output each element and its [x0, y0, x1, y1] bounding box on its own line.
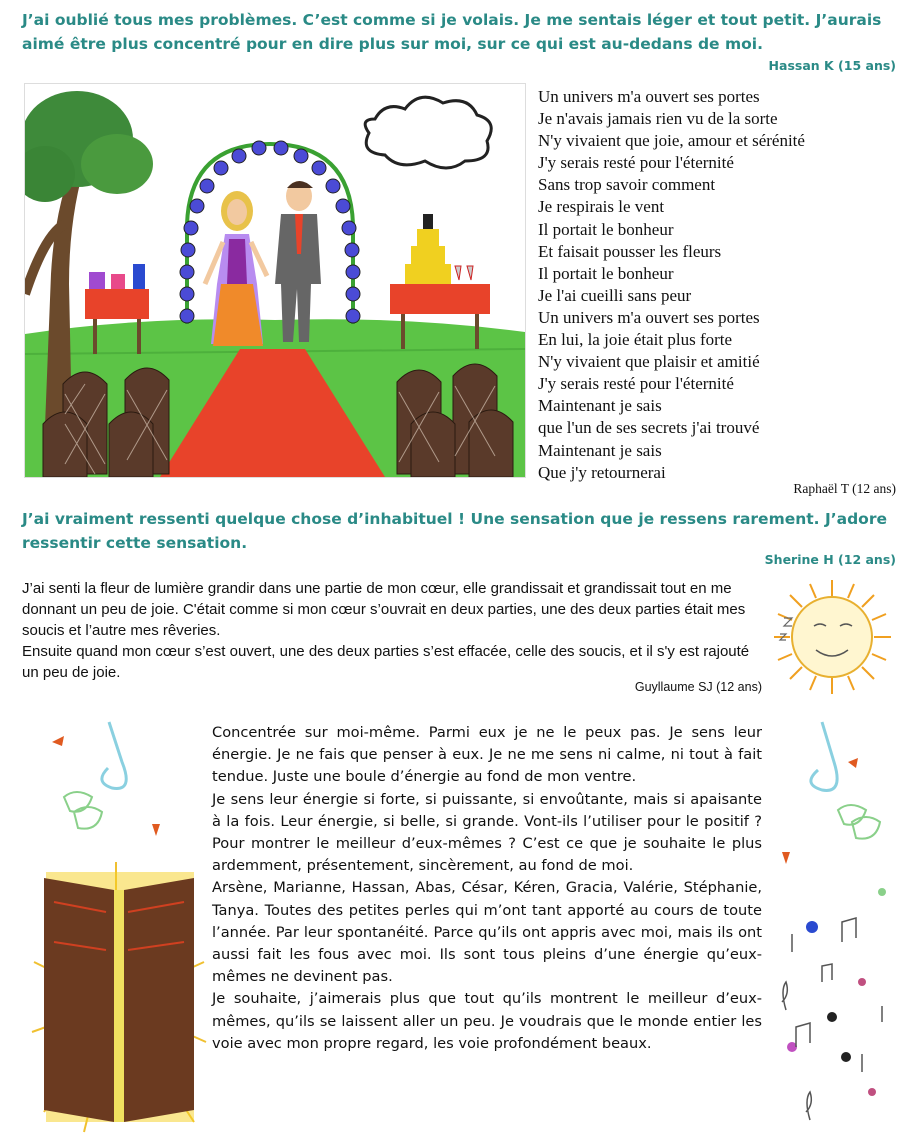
poem-line: N'y vivaient que joie, amour et sérénité — [538, 131, 805, 151]
poem-line: Je respirais le vent — [538, 197, 665, 217]
paragraph: Je sens leur énergie si forte, si puissante, si envoûtante, mais si apaisante à la fois. Leur énergie, si belle, si grande. Vont-ils l’utiliser pour le positif ? Pour montrer le meilleur d’eux-mêmes ? C’est ce que je souhaite le plus ardemment, présentement, sincèrement, au fond de moi. — [212, 790, 762, 875]
poem-line: Je n'avais jamais rien vu de la sorte — [538, 109, 778, 129]
poem — [538, 86, 908, 484]
music-book-drawing — [24, 702, 210, 1142]
author-hassan: Hassan K (15 ans) — [768, 58, 896, 73]
wedding-drawing — [24, 83, 526, 478]
poem-line: Maintenant je sais — [538, 396, 662, 416]
quote-hassan: J’ai oublié tous mes problèmes. C’est comme si je volais. Je me sentais léger et tout petit. J’aurais aimé être plus concentré pour en dire plus sur moi, sur ce qui est au-dedans de moi. — [22, 11, 882, 53]
poem-line: Et faisait pousser les fleurs — [538, 241, 722, 261]
paragraph: Concentrée sur moi-même. Parmi eux je ne le peux pas. Je sens leur énergie. Je ne fais que penser à eux. Je ne me sens ni calme, ni tout à fait tendue. Juste une boule d’énergie au fond de mon ventre. — [212, 724, 762, 786]
poem-line: N'y vivaient que plaisir et amitié — [538, 352, 760, 372]
paragraph: J’ai senti la fleur de lumière grandir dans une partie de mon cœur, elle grandissait et grandissait tout en me donnant un peu de joie. C'était comme si mon cœur s’ouvrait en deux parties, une des deux parties était mes soucis et l’autre mes rêveries. — [22, 580, 746, 639]
poem-line: que l'un de ses secrets j'ai trouvé — [538, 418, 760, 438]
text-teacher — [212, 722, 762, 1055]
paragraph: Arsène, Marianne, Hassan, Abas, César, Kéren, Gracia, Valérie, Stéphanie, Tanya. Toutes des petites perles qui m’ont tant apporté au cours de toute l’année. Par leur spontanéité. Parce qu’ils ont appris avec moi, mais ils ont aussi fait les fous avec moi. Ils sont tous pleins d’une énergie qu’eux-mêmes ne devinent pas. — [212, 879, 762, 986]
paragraph: Ensuite quand mon cœur s’est ouvert, une des deux parties s’est effacée, celle des soucis, et il s'y est rajouté un peu de joie. — [22, 643, 750, 681]
poem-line: Il portait le bonheur — [538, 219, 674, 239]
poem-line: Maintenant je sais — [538, 440, 662, 460]
text-guyllaume — [22, 578, 764, 683]
poem-line: Sans trop savoir comment — [538, 175, 716, 195]
paragraph: Je souhaite, j’aimerais plus que tout qu’ils montrent le meilleur d’eux-mêmes, qu’ils se laissent aller un peu. Je voudrais que le monde entier les voie avec mon propre regard, les voie profondément beaux. — [212, 990, 762, 1052]
author-raphael: Raphaël T (12 ans) — [793, 481, 896, 496]
poem-line: Je l'ai cueilli sans peur — [538, 285, 692, 305]
poem-line: J'y serais resté pour l'éternité — [538, 153, 734, 173]
poem-line: Que j'y retournerai — [538, 462, 666, 482]
sun-drawing — [770, 578, 895, 696]
poem-line: Un univers m'a ouvert ses portes — [538, 307, 760, 327]
poem-line: Il portait le bonheur — [538, 263, 674, 283]
poem-line: En lui, la joie était plus forte — [538, 330, 733, 350]
poem-line: Un univers m'a ouvert ses portes — [538, 87, 760, 106]
poem-line: J'y serais resté pour l'éternité — [538, 374, 734, 394]
author-guyllaume: Guyllaume SJ (12 ans) — [634, 680, 762, 694]
author-sherine: Sherine H (12 ans) — [764, 552, 896, 567]
quote-sherine: J’ai vraiment ressenti quelque chose d’inhabituel ! Une sensation que je ressens rarement. J’adore ressentir cette sensation. — [22, 510, 887, 552]
music-notes-drawing — [762, 702, 902, 1142]
